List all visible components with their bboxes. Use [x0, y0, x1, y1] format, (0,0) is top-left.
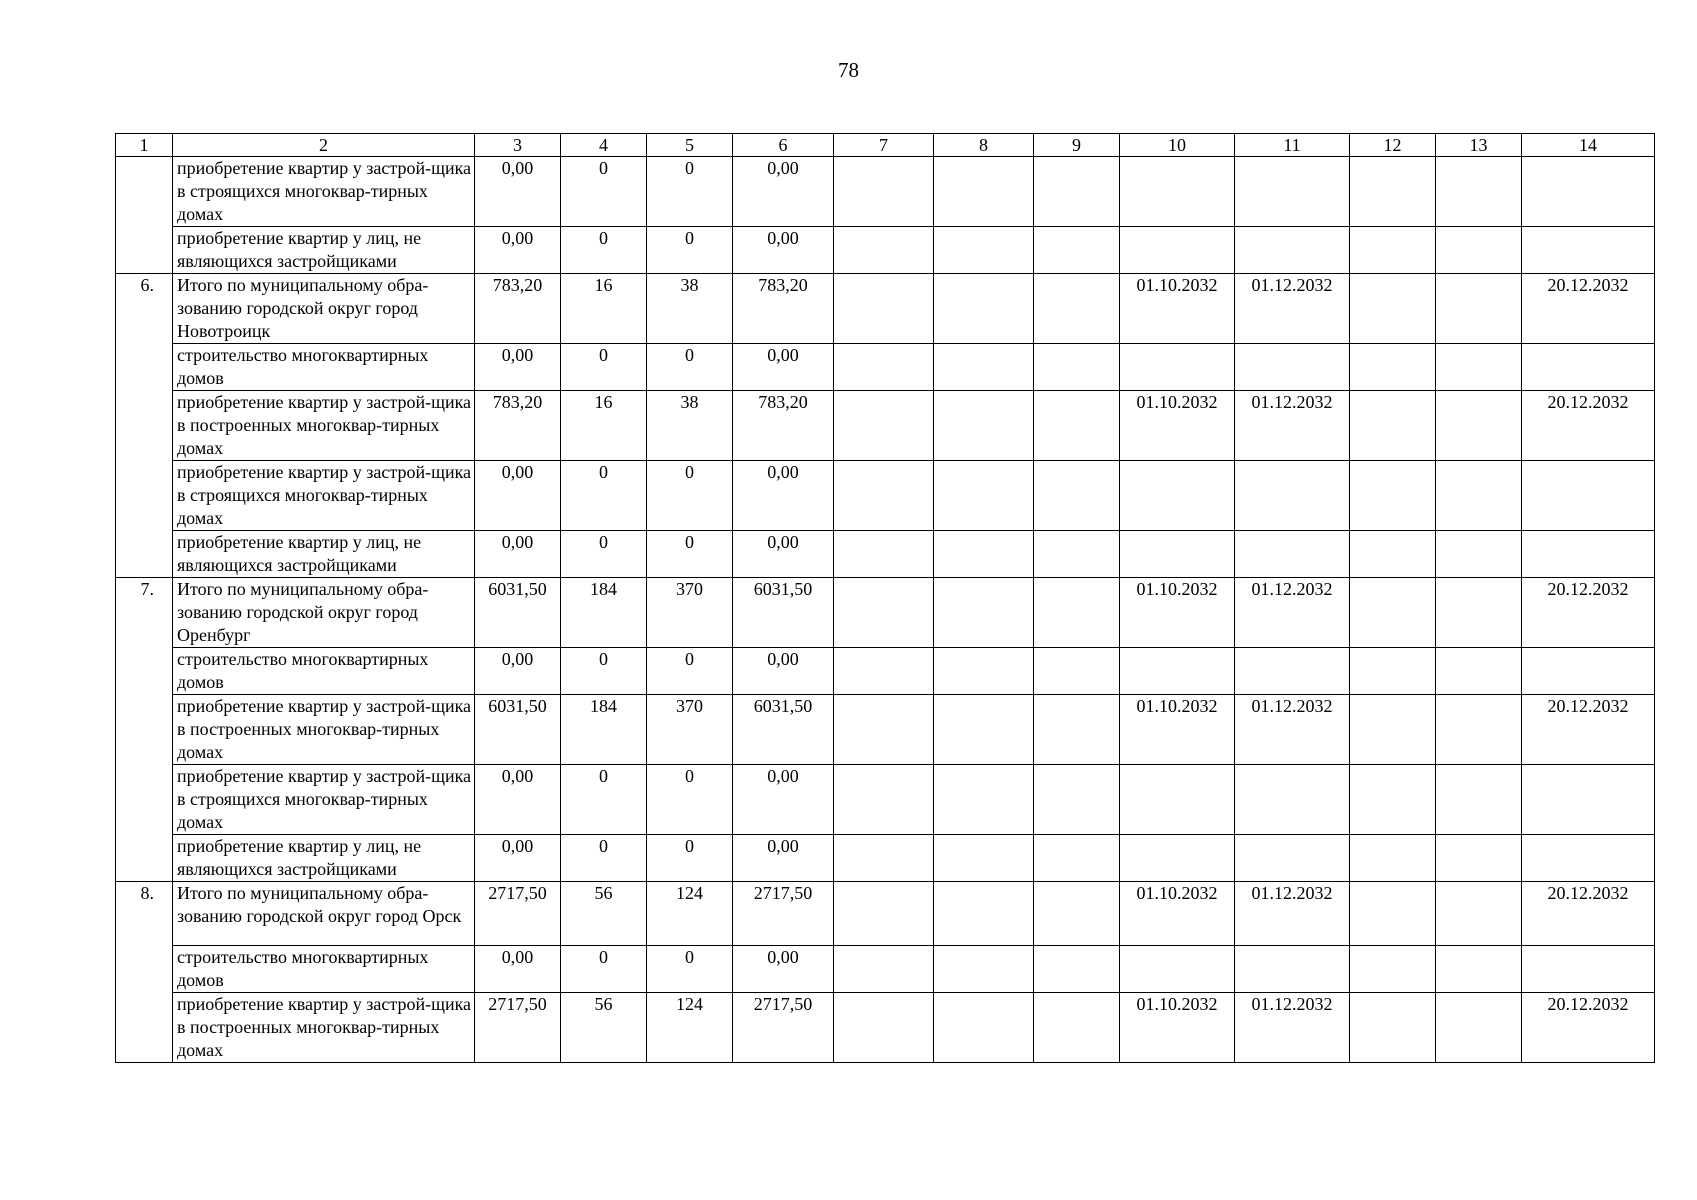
cell-c13	[1436, 882, 1522, 946]
cell-c11: 01.12.2032	[1235, 274, 1350, 344]
cell-c11	[1235, 648, 1350, 695]
cell-c10	[1120, 344, 1235, 391]
cell-c12	[1350, 578, 1436, 648]
table-row	[116, 391, 1655, 461]
cell-c11: 01.12.2032	[1235, 391, 1350, 461]
cell-c12	[1350, 157, 1436, 227]
table-row	[116, 227, 1655, 274]
cell-c11	[1235, 157, 1350, 227]
cell-c7	[834, 578, 934, 648]
cell-c4: 0	[561, 157, 647, 227]
cell-c6: 0,00	[733, 946, 834, 993]
row-label: строительство многоквартирных домов	[173, 344, 475, 391]
cell-c10	[1120, 157, 1235, 227]
cell-c11: 01.12.2032	[1235, 695, 1350, 765]
cell-c9	[1034, 344, 1120, 391]
cell-c10: 01.10.2032	[1120, 578, 1235, 648]
cell-c14: 20.12.2032	[1522, 274, 1655, 344]
row-label: Итого по муниципальному обра-зованию городской округ город Новотроицк	[173, 274, 475, 344]
cell-c8	[934, 391, 1034, 461]
row-index	[116, 157, 173, 274]
cell-c10	[1120, 648, 1235, 695]
cell-c12	[1350, 344, 1436, 391]
cell-c9	[1034, 648, 1120, 695]
row-index: 6.	[116, 274, 173, 578]
row-index: 7.	[116, 578, 173, 882]
row-label: приобретение квартир у лиц, не являющихся застройщиками	[173, 227, 475, 274]
cell-c6: 0,00	[733, 835, 834, 882]
row-label: приобретение квартир у застрой-щика в построенных многоквар-тирных домах	[173, 695, 475, 765]
cell-c4: 0	[561, 946, 647, 993]
cell-c9	[1034, 157, 1120, 227]
cell-c3: 0,00	[475, 227, 561, 274]
column-header: 1	[116, 134, 173, 157]
cell-c5: 124	[647, 993, 733, 1063]
column-header: 7	[834, 134, 934, 157]
cell-c8	[934, 531, 1034, 578]
cell-c4: 0	[561, 227, 647, 274]
cell-c12	[1350, 946, 1436, 993]
cell-c8	[934, 946, 1034, 993]
column-header: 6	[733, 134, 834, 157]
cell-c10	[1120, 227, 1235, 274]
row-label: приобретение квартир у застрой-щика в строящихся многоквар-тирных домах	[173, 461, 475, 531]
cell-c11	[1235, 946, 1350, 993]
cell-c10: 01.10.2032	[1120, 993, 1235, 1063]
cell-c5: 0	[647, 461, 733, 531]
cell-c9	[1034, 578, 1120, 648]
cell-c4: 56	[561, 993, 647, 1063]
cell-c3: 783,20	[475, 274, 561, 344]
cell-c3: 0,00	[475, 765, 561, 835]
column-header: 3	[475, 134, 561, 157]
table-row	[116, 946, 1655, 993]
column-header: 5	[647, 134, 733, 157]
cell-c7	[834, 993, 934, 1063]
table-row	[116, 461, 1655, 531]
cell-c14: 20.12.2032	[1522, 578, 1655, 648]
cell-c6: 783,20	[733, 274, 834, 344]
cell-c7	[834, 274, 934, 344]
cell-c3: 783,20	[475, 391, 561, 461]
data-table	[115, 133, 1655, 1063]
cell-c7	[834, 648, 934, 695]
cell-c11	[1235, 344, 1350, 391]
cell-c10	[1120, 531, 1235, 578]
cell-c9	[1034, 835, 1120, 882]
cell-c10: 01.10.2032	[1120, 391, 1235, 461]
cell-c9	[1034, 227, 1120, 274]
cell-c12	[1350, 274, 1436, 344]
cell-c13	[1436, 391, 1522, 461]
cell-c14	[1522, 648, 1655, 695]
cell-c9	[1034, 946, 1120, 993]
column-header: 4	[561, 134, 647, 157]
row-label: приобретение квартир у застрой-щика в построенных многоквар-тирных домах	[173, 391, 475, 461]
cell-c6: 0,00	[733, 765, 834, 835]
cell-c5: 0	[647, 227, 733, 274]
cell-c10	[1120, 835, 1235, 882]
cell-c6: 6031,50	[733, 578, 834, 648]
cell-c5: 0	[647, 765, 733, 835]
row-label: Итого по муниципальному обра-зованию городской округ город Оренбург	[173, 578, 475, 648]
cell-c8	[934, 461, 1034, 531]
cell-c13	[1436, 157, 1522, 227]
cell-c3: 0,00	[475, 531, 561, 578]
column-header: 12	[1350, 134, 1436, 157]
cell-c12	[1350, 531, 1436, 578]
cell-c10: 01.10.2032	[1120, 274, 1235, 344]
table-row	[116, 157, 1655, 227]
cell-c3: 6031,50	[475, 695, 561, 765]
column-header: 10	[1120, 134, 1235, 157]
cell-c5: 0	[647, 946, 733, 993]
cell-c4: 16	[561, 391, 647, 461]
cell-c14	[1522, 765, 1655, 835]
cell-c6: 0,00	[733, 344, 834, 391]
cell-c5: 38	[647, 391, 733, 461]
cell-c10: 01.10.2032	[1120, 695, 1235, 765]
cell-c13	[1436, 993, 1522, 1063]
cell-c13	[1436, 344, 1522, 391]
table-row	[116, 993, 1655, 1063]
cell-c3: 2717,50	[475, 993, 561, 1063]
cell-c14	[1522, 835, 1655, 882]
table-row	[116, 648, 1655, 695]
cell-c3: 0,00	[475, 157, 561, 227]
page-number: 78	[838, 58, 859, 82]
cell-c4: 56	[561, 882, 647, 946]
cell-c5: 0	[647, 835, 733, 882]
cell-c4: 0	[561, 461, 647, 531]
cell-c8	[934, 274, 1034, 344]
cell-c5: 0	[647, 648, 733, 695]
cell-c7	[834, 882, 934, 946]
cell-c5: 370	[647, 695, 733, 765]
cell-c11	[1235, 227, 1350, 274]
cell-c13	[1436, 274, 1522, 344]
cell-c13	[1436, 227, 1522, 274]
cell-c8	[934, 835, 1034, 882]
cell-c7	[834, 157, 934, 227]
cell-c13	[1436, 695, 1522, 765]
column-header: 11	[1235, 134, 1350, 157]
cell-c7	[834, 461, 934, 531]
cell-c5: 0	[647, 157, 733, 227]
cell-c13	[1436, 946, 1522, 993]
cell-c7	[834, 946, 934, 993]
cell-c8	[934, 227, 1034, 274]
cell-c11: 01.12.2032	[1235, 578, 1350, 648]
table-body	[116, 134, 1655, 1063]
cell-c4: 0	[561, 648, 647, 695]
column-header: 14	[1522, 134, 1655, 157]
cell-c4: 16	[561, 274, 647, 344]
cell-c4: 0	[561, 765, 647, 835]
cell-c5: 0	[647, 531, 733, 578]
cell-c12	[1350, 227, 1436, 274]
cell-c13	[1436, 531, 1522, 578]
cell-c4: 184	[561, 578, 647, 648]
table-row	[116, 274, 1655, 344]
cell-c12	[1350, 993, 1436, 1063]
column-header: 9	[1034, 134, 1120, 157]
row-label: строительство многоквартирных домов	[173, 946, 475, 993]
cell-c6: 6031,50	[733, 695, 834, 765]
cell-c5: 370	[647, 578, 733, 648]
cell-c14: 20.12.2032	[1522, 695, 1655, 765]
cell-c12	[1350, 648, 1436, 695]
cell-c7	[834, 765, 934, 835]
cell-c8	[934, 157, 1034, 227]
cell-c7	[834, 695, 934, 765]
row-label: приобретение квартир у застрой-щика в строящихся многоквар-тирных домах	[173, 157, 475, 227]
cell-c10	[1120, 461, 1235, 531]
cell-c10	[1120, 765, 1235, 835]
column-header: 8	[934, 134, 1034, 157]
cell-c11	[1235, 765, 1350, 835]
cell-c9	[1034, 695, 1120, 765]
cell-c14: 20.12.2032	[1522, 882, 1655, 946]
header-row	[116, 134, 1655, 157]
cell-c8	[934, 344, 1034, 391]
table-row	[116, 578, 1655, 648]
cell-c11: 01.12.2032	[1235, 993, 1350, 1063]
cell-c11: 01.12.2032	[1235, 882, 1350, 946]
cell-c14	[1522, 461, 1655, 531]
cell-c13	[1436, 578, 1522, 648]
cell-c13	[1436, 648, 1522, 695]
cell-c7	[834, 227, 934, 274]
cell-c9	[1034, 274, 1120, 344]
cell-c11	[1235, 835, 1350, 882]
cell-c14	[1522, 157, 1655, 227]
cell-c3: 2717,50	[475, 882, 561, 946]
row-label: приобретение квартир у лиц, не являющихся застройщиками	[173, 835, 475, 882]
cell-c6: 0,00	[733, 648, 834, 695]
cell-c12	[1350, 695, 1436, 765]
cell-c9	[1034, 993, 1120, 1063]
table-row	[116, 344, 1655, 391]
cell-c7	[834, 391, 934, 461]
row-label: строительство многоквартирных домов	[173, 648, 475, 695]
row-label: приобретение квартир у застрой-щика в построенных многоквар-тирных домах	[173, 993, 475, 1063]
cell-c13	[1436, 461, 1522, 531]
cell-c6: 0,00	[733, 227, 834, 274]
cell-c9	[1034, 531, 1120, 578]
table-row	[116, 531, 1655, 578]
cell-c10	[1120, 946, 1235, 993]
cell-c12	[1350, 835, 1436, 882]
cell-c3: 0,00	[475, 946, 561, 993]
cell-c13	[1436, 765, 1522, 835]
cell-c3: 0,00	[475, 648, 561, 695]
cell-c12	[1350, 765, 1436, 835]
cell-c8	[934, 882, 1034, 946]
cell-c7	[834, 835, 934, 882]
cell-c14: 20.12.2032	[1522, 391, 1655, 461]
cell-c9	[1034, 391, 1120, 461]
cell-c4: 0	[561, 835, 647, 882]
cell-c3: 0,00	[475, 835, 561, 882]
cell-c6: 783,20	[733, 391, 834, 461]
cell-c12	[1350, 461, 1436, 531]
cell-c14	[1522, 531, 1655, 578]
cell-c12	[1350, 882, 1436, 946]
cell-c6: 0,00	[733, 157, 834, 227]
cell-c7	[834, 344, 934, 391]
table-row	[116, 882, 1655, 946]
column-header: 2	[173, 134, 475, 157]
cell-c3: 0,00	[475, 461, 561, 531]
table-row	[116, 835, 1655, 882]
cell-c9	[1034, 461, 1120, 531]
cell-c9	[1034, 765, 1120, 835]
cell-c14: 20.12.2032	[1522, 993, 1655, 1063]
cell-c14	[1522, 344, 1655, 391]
cell-c14	[1522, 946, 1655, 993]
cell-c8	[934, 695, 1034, 765]
row-index: 8.	[116, 882, 173, 1063]
table-row	[116, 695, 1655, 765]
cell-c3: 6031,50	[475, 578, 561, 648]
row-label: приобретение квартир у застрой-щика в строящихся многоквар-тирных домах	[173, 765, 475, 835]
table-row	[116, 765, 1655, 835]
cell-c9	[1034, 882, 1120, 946]
cell-c4: 0	[561, 344, 647, 391]
cell-c8	[934, 578, 1034, 648]
column-header: 13	[1436, 134, 1522, 157]
cell-c6: 0,00	[733, 531, 834, 578]
cell-c8	[934, 765, 1034, 835]
cell-c12	[1350, 391, 1436, 461]
cell-c8	[934, 993, 1034, 1063]
cell-c6: 2717,50	[733, 882, 834, 946]
cell-c8	[934, 648, 1034, 695]
cell-c5: 0	[647, 344, 733, 391]
cell-c4: 0	[561, 531, 647, 578]
cell-c5: 38	[647, 274, 733, 344]
cell-c11	[1235, 461, 1350, 531]
cell-c3: 0,00	[475, 344, 561, 391]
cell-c5: 124	[647, 882, 733, 946]
cell-c14	[1522, 227, 1655, 274]
cell-c6: 0,00	[733, 461, 834, 531]
cell-c6: 2717,50	[733, 993, 834, 1063]
cell-c7	[834, 531, 934, 578]
cell-c4: 184	[561, 695, 647, 765]
cell-c13	[1436, 835, 1522, 882]
row-label: Итого по муниципальному обра-зованию городской округ город Орск	[173, 882, 475, 946]
cell-c10: 01.10.2032	[1120, 882, 1235, 946]
cell-c11	[1235, 531, 1350, 578]
row-label: приобретение квартир у лиц, не являющихся застройщиками	[173, 531, 475, 578]
